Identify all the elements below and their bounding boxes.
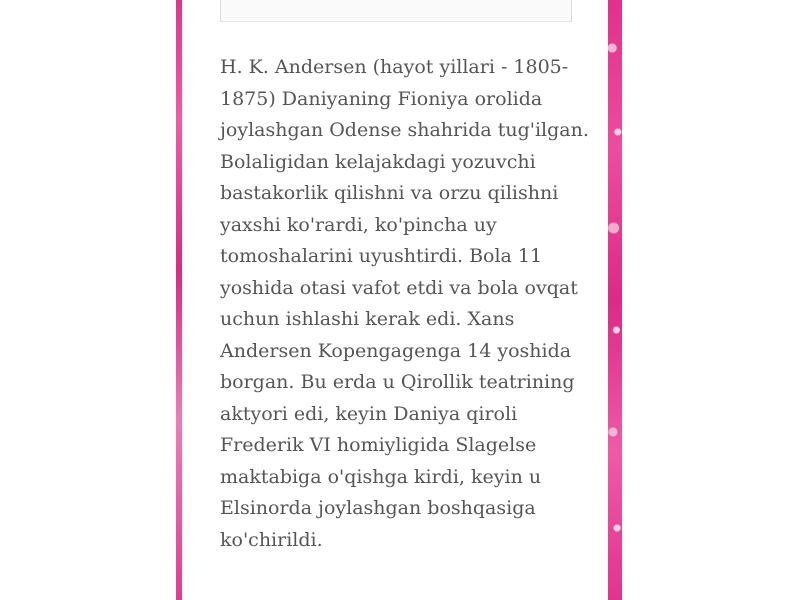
article-paragraph: H. K. Andersen (hayot yillari - 1805-1875) Daniyaning Fioniya orolida joylashgan Odense shahrida tug'ilgan. Bolaligidan kelajakdagi yozuvchi bastakorlik qilishni va orzu qilishni yaxshi ko'rardi, ko'pincha uy tomoshalarini uyushtirdi. Bola 11 yoshida otasi vafot etdi va bola ovqat uchun ishlashi kerak edi. Xans Andersen Kopengagenga 14 yoshida borgan. Bu erda u Qirollik teatrining aktyori edi, keyin Daniya qiroli Frederik VI homiyligida Slagelse maktabiga o'qishga kirdi, keyin u Elsinorda joylashgan boshqasiga ko'chirildi. (220, 56, 589, 551)
top-box-edge (220, 0, 572, 22)
article-card (182, 0, 608, 600)
decorative-border-right (608, 0, 622, 600)
